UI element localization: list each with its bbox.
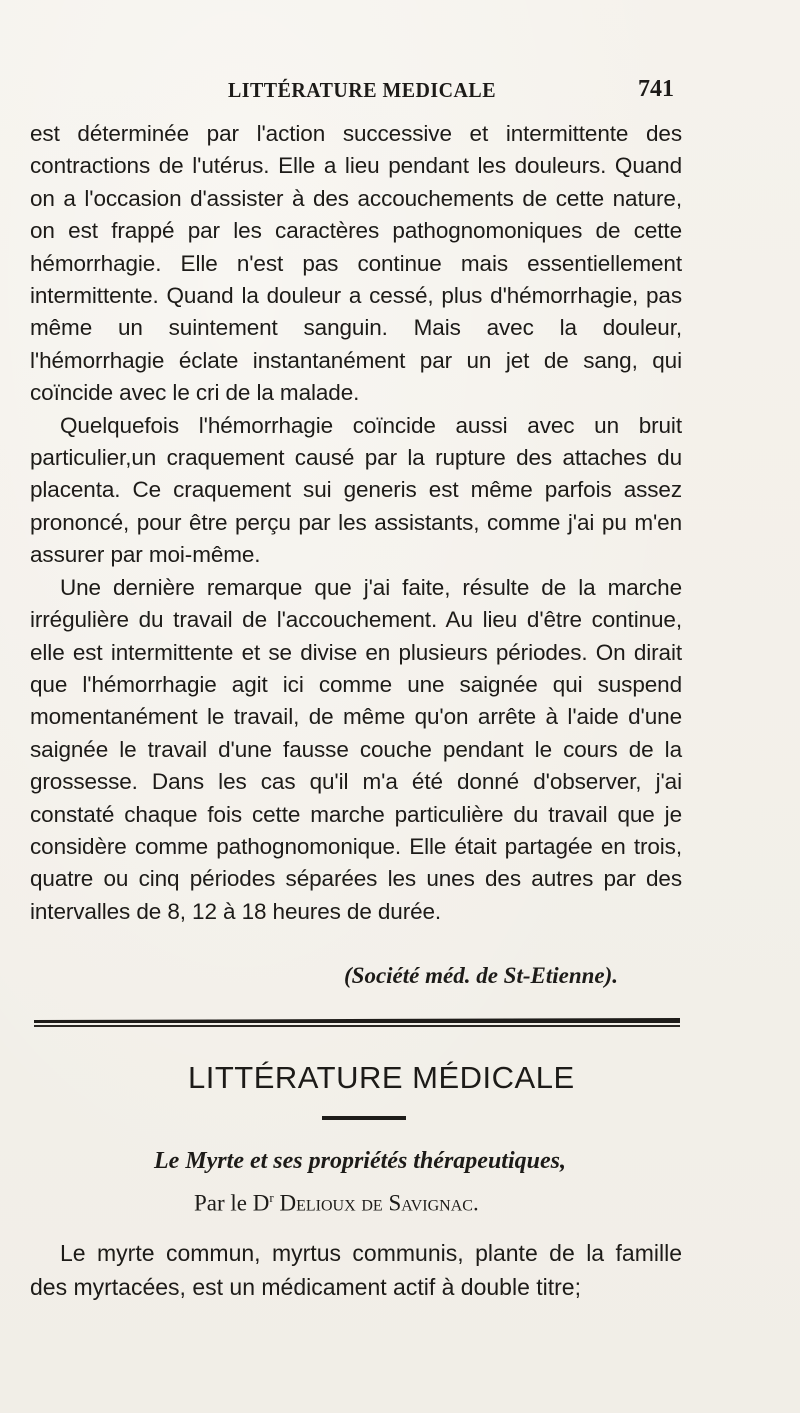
title-rule (322, 1116, 406, 1120)
running-title: LITTÉRATURE MEDICALE (228, 78, 496, 102)
article-title: Le Myrte et ses propriétés thérapeutiques, (154, 1148, 566, 1174)
section-title: LITTÉRATURE MÉDICALE (188, 1060, 575, 1095)
source-citation: (Société méd. de St-Etienne). (344, 963, 619, 988)
section-divider-underline (34, 1025, 680, 1027)
section-divider (34, 1018, 680, 1023)
byline-sup: r (269, 1190, 274, 1205)
paragraph-3: Une dernière remarque que j'ai faite, résulte de la marche irrégulière du travail de l'accouchement. Au lieu d'être continue, elle est intermittente et se divise en plusieurs périodes. On dirait que l'hémorrhagie agit ici comme une saignée qui suspend momentanément le travail, de même qu'on arrête à l'aide d'une saignée le travail d'une fausse couche pendant le cours de la grossesse. Dans les cas qu'il m'a été donné d'observer, j'ai constaté chaque fois cette marche particulière du travail que je considère comme pathognomonique. Elle était partagée en trois, quatre ou cinq périodes séparées les unes des autres par des intervalles de 8, 12 à 18 heures de durée. (30, 574, 682, 924)
intro-text (30, 1236, 682, 1304)
byline-author: Delioux de Savignac. (279, 1190, 479, 1216)
body-text (30, 118, 682, 928)
paragraph-2: Quelquefois l'hémorrhagie coïncide aussi avec un bruit particulier,un craquement causé par la rupture des attaches du placenta. Ce craquement sui generis est même parfois assez prononcé, pour être perçu par les assistants, comme j'ai pu m'en assurer par moi-même. (30, 412, 682, 568)
byline-prefix: Par le D (194, 1190, 270, 1216)
byline (194, 1190, 479, 1217)
intro-paragraph: Le myrte commun, myrtus communis, plante de la famille des myrtacées, est un médicament actif à double titre; (30, 1240, 682, 1300)
page-number: 741 (638, 76, 674, 102)
paragraph-1: est déterminée par l'action successive et intermittente des contractions de l'utérus. Elle a lieu pendant les douleurs. Quand on a l'occasion d'assister à des accouchements de cette nature, on est frappé par les caractères pathognomoniques de cette hémorrhagie. Elle n'est pas continue mais essentiellement intermittente. Quand la douleur a cessé, plus d'hémorrhagie, pas même un suintement sanguin. Mais avec la douleur, l'hémorrhagie éclate instantanément par un jet de sang, qui coïncide avec le cri de la malade. (30, 121, 682, 406)
